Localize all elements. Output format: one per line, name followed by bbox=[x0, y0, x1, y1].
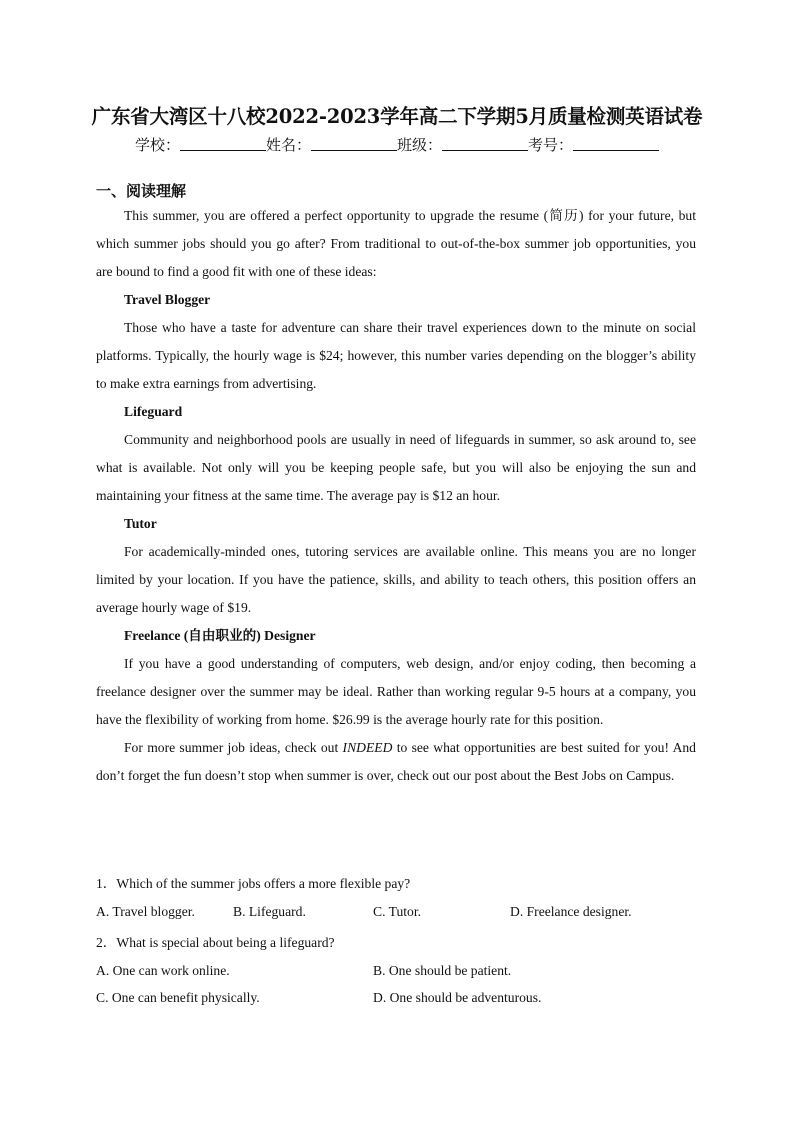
option-a[interactable]: A. One can work online. bbox=[96, 963, 230, 978]
job-description: Community and neighborhood pools are usually in need of lifeguards in summer, so ask around to, see what is available. Not only will you be keeping people safe, but you will also be enjoying the sun and maintaining your fitness at the same time. The average pay is $12 an hour. bbox=[96, 432, 696, 503]
job-heading: Lifeguard bbox=[124, 404, 183, 419]
class-label: 班级： bbox=[397, 138, 443, 154]
question-stem: 2．What is special about being a lifeguard? bbox=[96, 935, 335, 950]
job-description: If you have a good understanding of computers, web design, and/or enjoy coding, then becoming a freelance designer over the summer may be ideal. Rather than working regular 9-5 hours at a company, you have the flexibility of working from home. $26.99 is the average hourly rate for this position. bbox=[96, 656, 696, 727]
name-label: 姓名： bbox=[265, 138, 311, 154]
option-c[interactable]: C. Tutor. bbox=[373, 904, 421, 919]
school-label: 学校： bbox=[134, 138, 180, 154]
job-description: Those who have a taste for adventure can share their travel experiences down to the minute on social platforms. Typically, the hourly wage is $24; however, this number varies depending on the blogger’s ability to make extra earnings from advertising. bbox=[96, 320, 696, 391]
closing-text-after: to see what opportunities are best suited for you! And don’t forget the fun doesn’t stop when summer is over, check out our post about the Best Jobs on Campus. bbox=[96, 740, 696, 783]
class-blank[interactable] bbox=[442, 137, 528, 151]
passage-closing bbox=[96, 734, 696, 790]
option-d[interactable]: D. One should be adventurous. bbox=[373, 990, 542, 1005]
question-options bbox=[96, 990, 706, 1010]
question-options bbox=[96, 963, 706, 983]
closing-text-before: For more summer job ideas, check out bbox=[124, 740, 343, 755]
job-description: For academically-minded ones, tutoring services are available online. This means you are no longer limited by your location. If you have the patience, skills, and ability to teach others, this position offers an average hourly wage of $19. bbox=[96, 544, 696, 615]
student-info-line bbox=[0, 134, 794, 155]
option-b[interactable]: B. One should be patient. bbox=[373, 963, 512, 978]
question-stem: 1．Which of the summer jobs offers a more flexible pay? bbox=[96, 876, 411, 891]
indeed-brand: INDEED bbox=[342, 740, 393, 755]
passage-intro: This summer, you are offered a perfect opportunity to upgrade the resume (简历) for your future, but which summer jobs should you go after? From traditional to out-of-the-box summer job opportunities, you are bound to find a good fit with one of these ideas: bbox=[96, 208, 696, 279]
number-label: 考号： bbox=[528, 138, 574, 154]
school-blank[interactable] bbox=[180, 137, 266, 151]
number-blank[interactable] bbox=[573, 137, 659, 151]
option-a[interactable]: A. Travel blogger. bbox=[96, 904, 195, 919]
job-heading: Freelance (自由职业的) Designer bbox=[124, 628, 316, 643]
question-options bbox=[96, 904, 706, 924]
section-heading: 一、阅读理解 bbox=[96, 182, 187, 200]
name-blank[interactable] bbox=[311, 137, 397, 151]
job-heading: Tutor bbox=[124, 516, 157, 531]
job-heading: Travel Blogger bbox=[124, 292, 211, 307]
reading-passage bbox=[96, 202, 696, 790]
option-b[interactable]: B. Lifeguard. bbox=[233, 904, 306, 919]
option-d[interactable]: D. Freelance designer. bbox=[510, 904, 632, 919]
page-title: 广东省大湾区十八校2022-2023学年高二下学期5月质量检测英语试卷 bbox=[91, 105, 703, 128]
option-c[interactable]: C. One can benefit physically. bbox=[96, 990, 260, 1005]
